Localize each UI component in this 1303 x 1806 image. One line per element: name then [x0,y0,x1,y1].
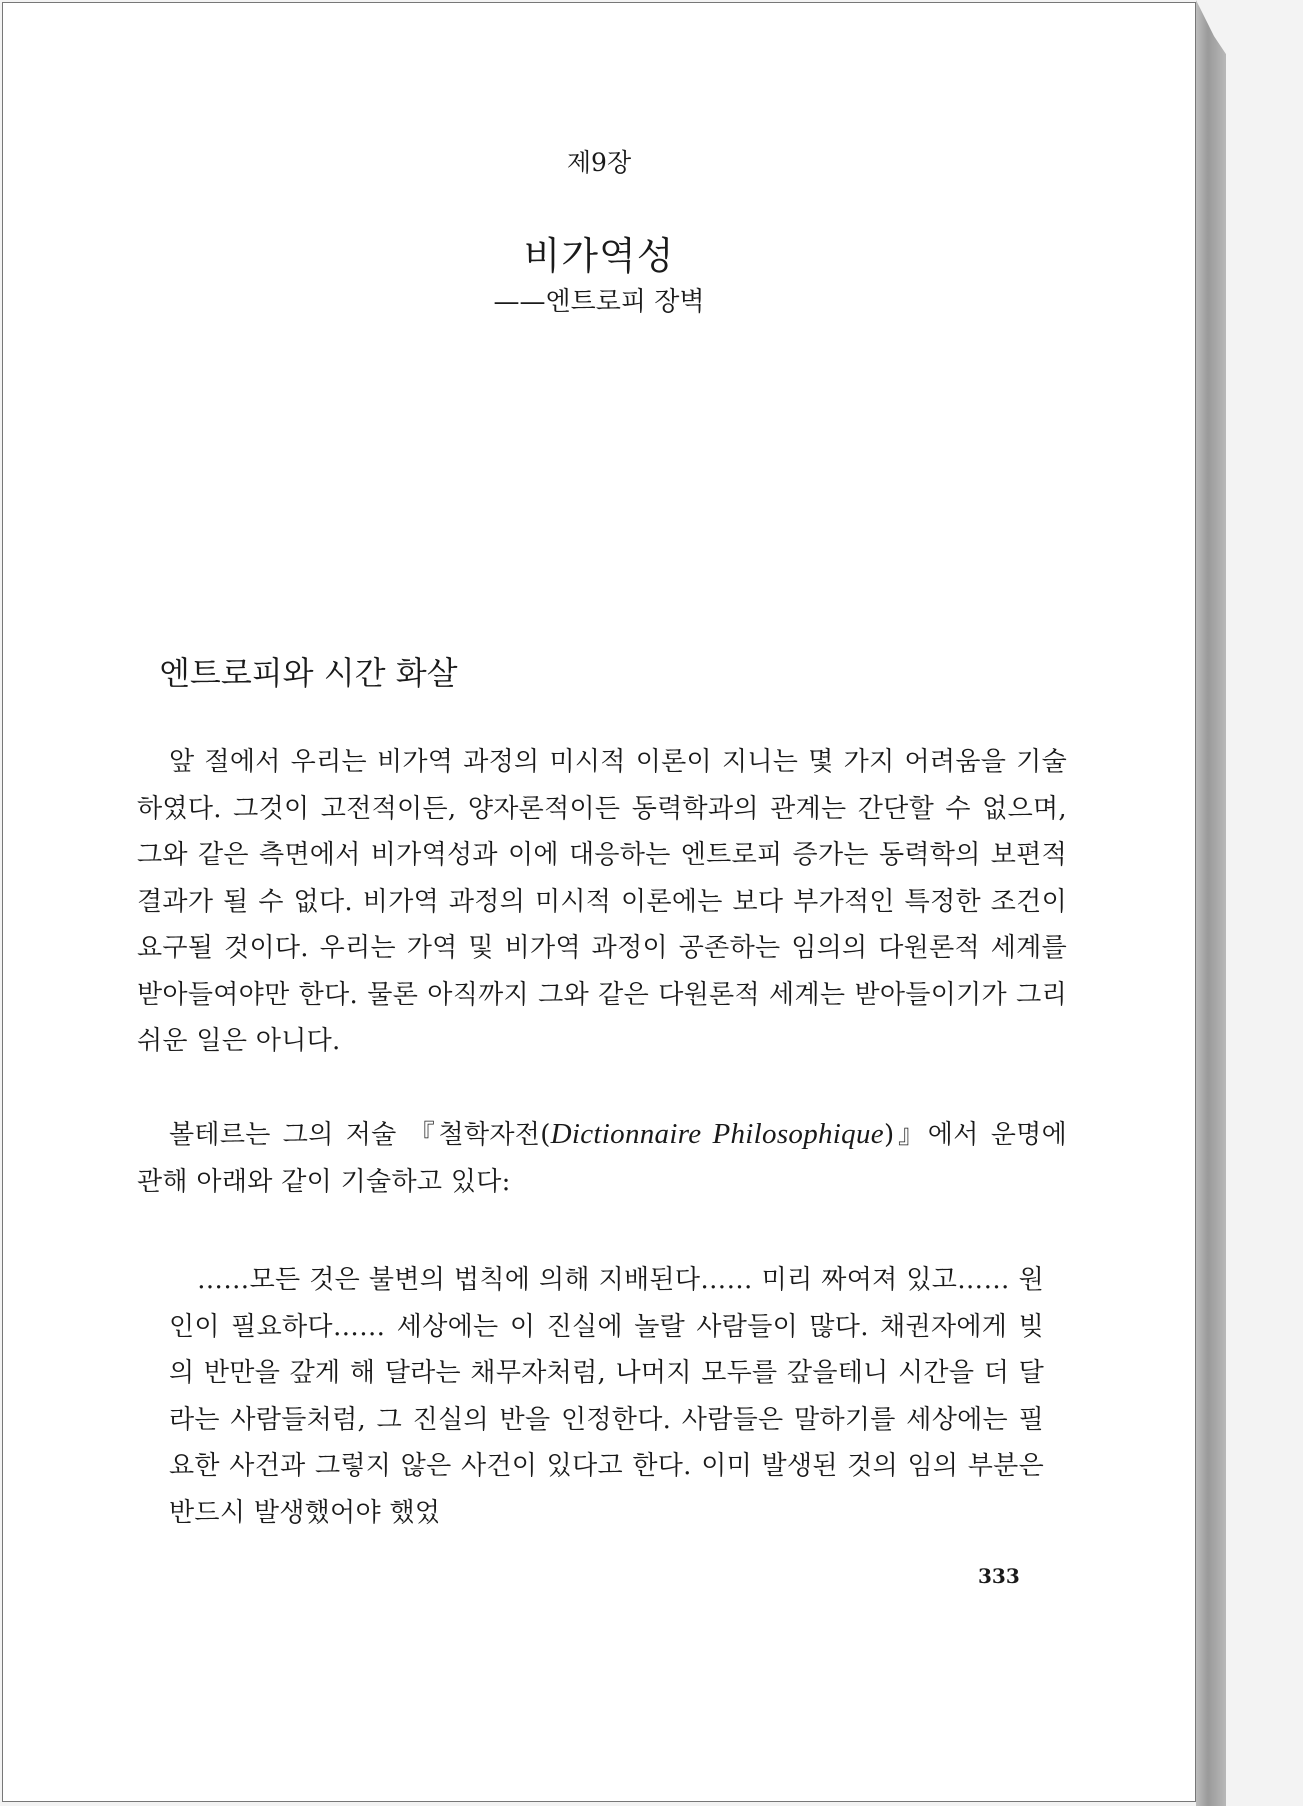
body-paragraph-1: 앞 절에서 우리는 비가역 과정의 미시적 이론이 지니는 몇 가지 어려움을 기술하였다. 그것이 고전적이든, 양자론적이든 동력학과의 관계는 간단할 수 없으며, 그와 같은 측면에서 비가역성과 이에 대응하는 엔트로피 증가는 동력학의 보편적 결과가 될 수 없다. 비가역 과정의 미시적 이론에는 보다 부가적인 특정한 조건이 요구될 것이다. 우리는 가역 및 비가역 과정이 공존하는 임의의 다원론적 세계를 받아들여야만 한다. 물론 아직까지 그와 같은 다원론적 세계는 받아들이기가 그리 쉬운 일은 아니다. [137,747,1067,1056]
chapter-label: 제9장 [566,148,632,177]
chapter-title: 비가역성 [523,234,675,278]
section-title: 엔트로피와 시간 화살 [159,654,458,692]
page-edge-shadow [1196,0,1226,1806]
paragraph-2-text-end: )』에서 운명에 관해 아래와 같이 기술하고 있다: [137,1120,1067,1197]
book-title-italic: Dictionnaire Philosophique [550,1118,884,1150]
chapter-subtitle: ——엔트로피 장벽 [493,287,705,317]
body-paragraph-2 [137,1111,1067,1205]
paragraph-2-text-start: 볼테르는 그의 저술 『철학자전( [169,1120,551,1150]
book-page [2,2,1196,1802]
page-number: 333 [978,1564,1020,1588]
block-quote: ……모든 것은 불변의 법칙에 의해 지배된다…… 미리 짜여져 있고…… 원인이 필요하다…… 세상에는 이 진실에 놀랄 사람들이 많다. 채권자에게 빚의 반만을 갚게 해 달라는 채무자처럼, 나머지 모두를 갚을테니 시간을 더 달라는 사람들처럼, 그 진실의 반을 인정한다. 사람들은 말하기를 세상에는 필요한 사건과 그렇지 않은 사건이 있다고 한다. 이미 발생된 것의 임의 부분은 반드시 발생했어야 했었 [169,1265,1044,1528]
